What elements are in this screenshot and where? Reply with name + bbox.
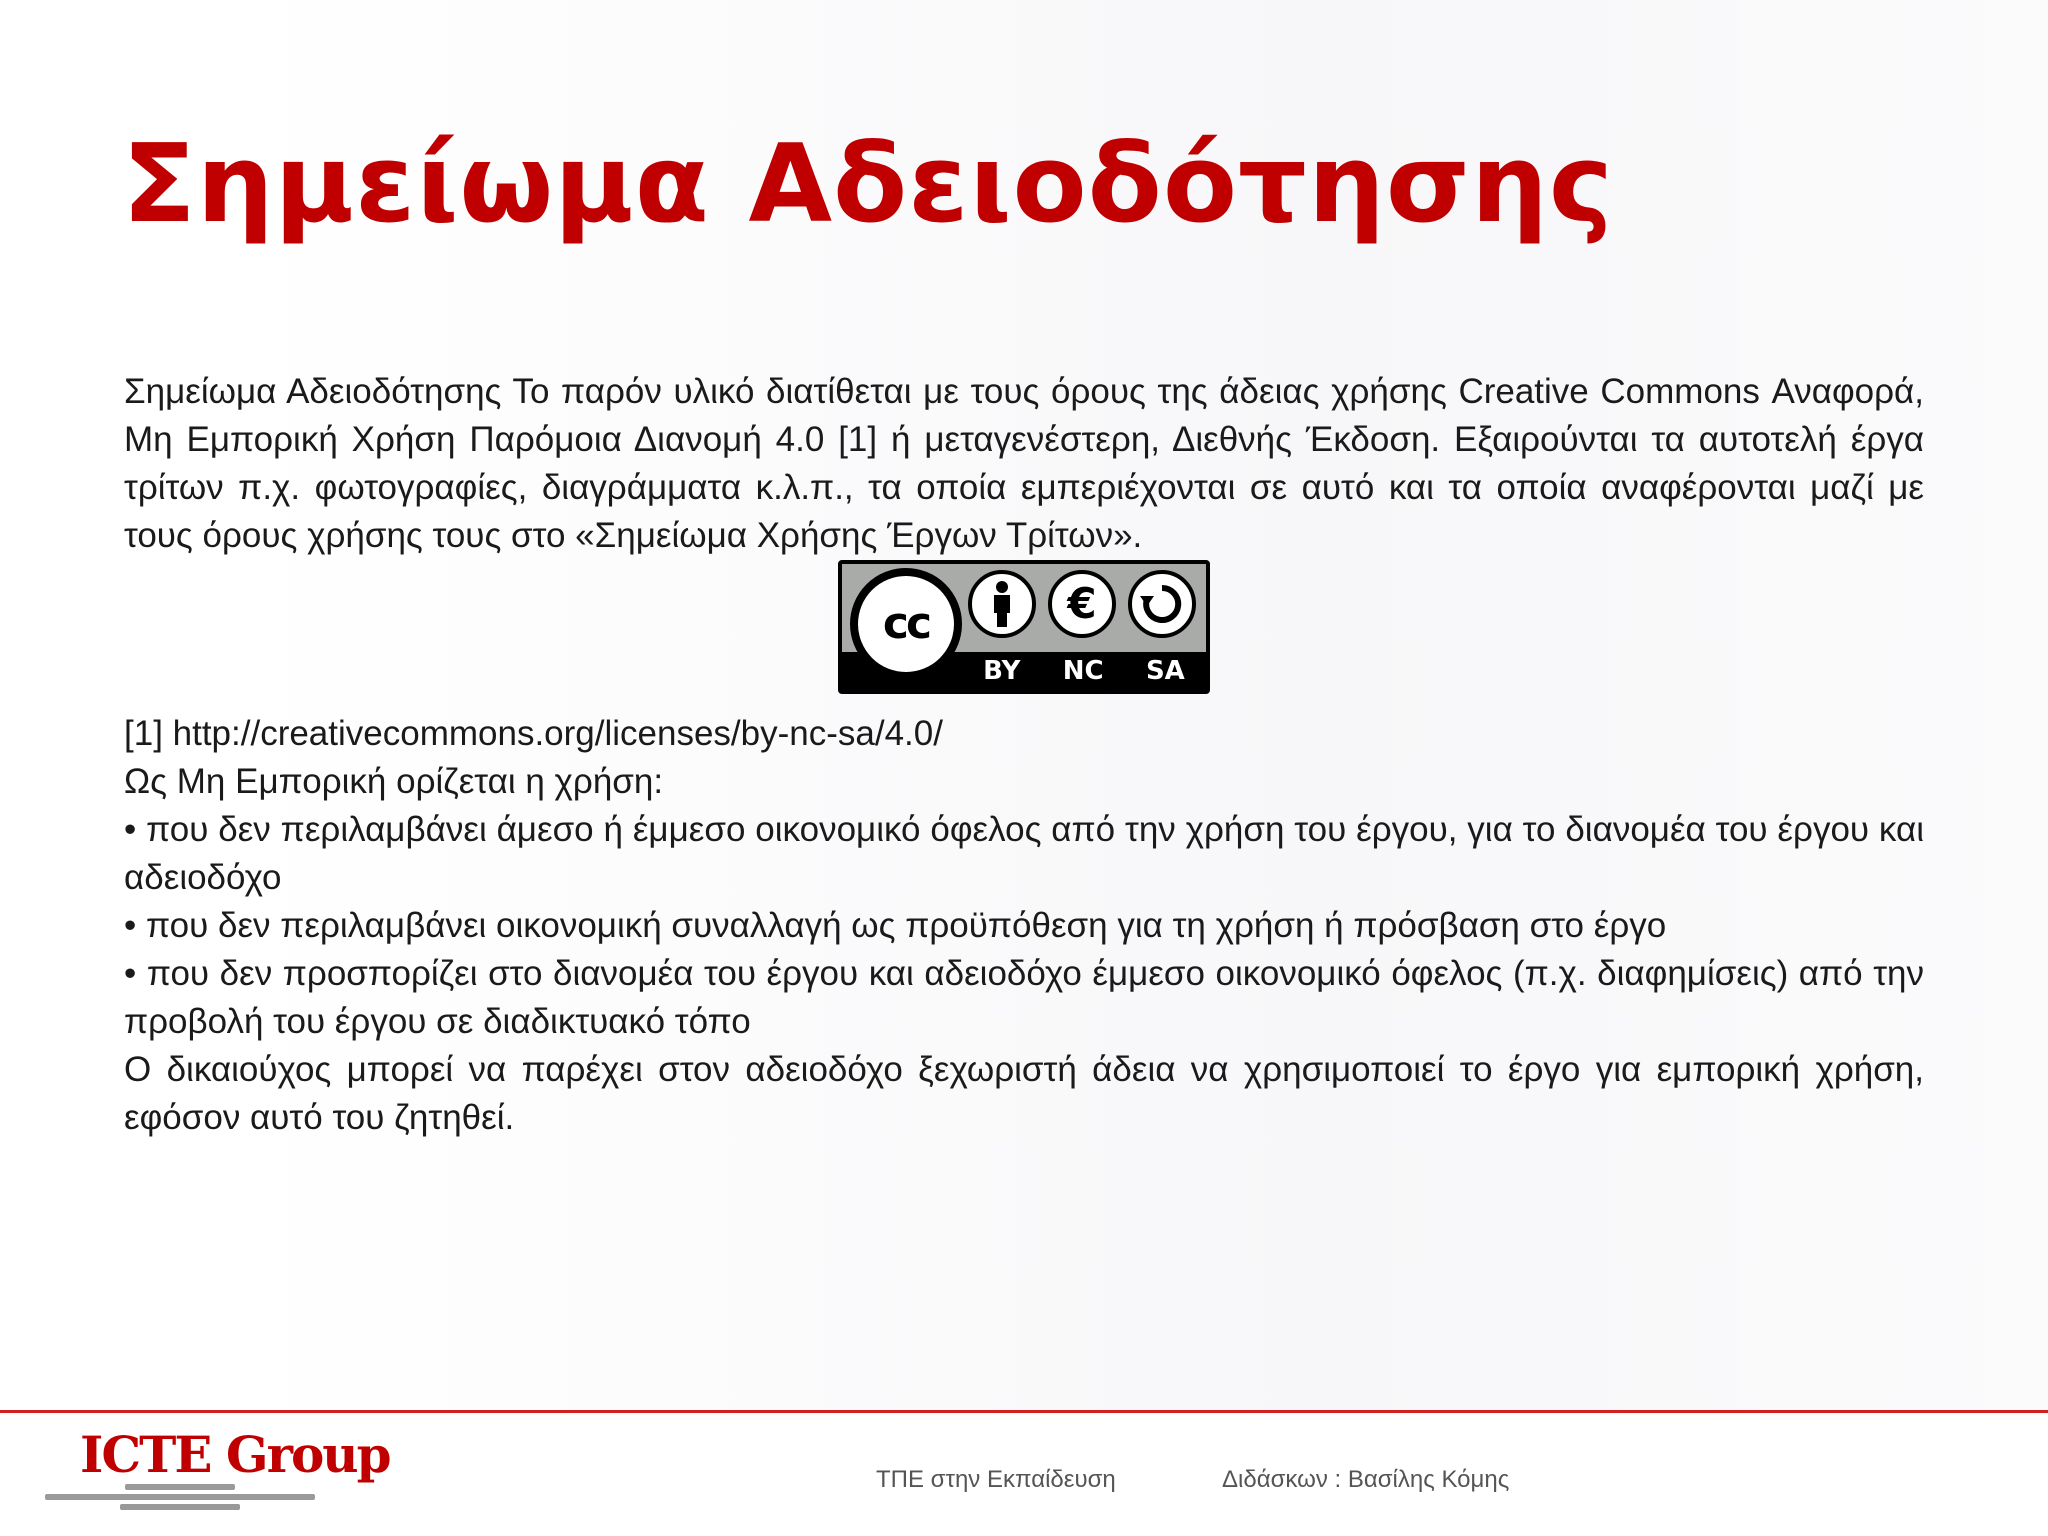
bullet-item: • που δεν περιλαμβάνει οικονομική συναλλαγή ως προϋπόθεση για τη χρήση ή πρόσβαση στο έργο <box>124 906 1667 945</box>
footer-course-name: ΤΠΕ στην Εκπαίδευση <box>876 1466 1116 1493</box>
noncommercial-euro-icon: € <box>1048 570 1116 638</box>
noncommercial-heading: Ως Μη Εμπορική ορίζεται η χρήση: <box>124 762 664 801</box>
license-badge-wrapper <box>124 560 1924 700</box>
badge-label-by: BY <box>983 656 1021 686</box>
badge-labels <box>962 652 1206 690</box>
license-reference-link[interactable]: [1] http://creativecommons.org/licenses/by-nc-sa/4.0/ <box>124 714 943 753</box>
final-paragraph: Ο δικαιούχος μπορεί να παρέχει στον αδειοδόχο ξεχωριστή άδεια να χρησιμοποιεί το έργο για εμπορική χρήση, εφόσον αυτό του ζητηθεί. <box>124 1050 1924 1137</box>
bullet-item: • που δεν προσπορίζει στο διανομέα του έργου και αδειοδόχο έμμεσο οικονομικό όφελος (π.χ. διαφημίσεις) από την προβολή του έργου σε διαδικτυακό τόπο <box>124 954 1924 1041</box>
logo-caption-lines <box>30 1480 330 1514</box>
slide-body <box>124 368 1924 1142</box>
badge-label-sa: SA <box>1145 656 1185 686</box>
logo-wordmark: ICTE Group <box>80 1425 390 1484</box>
sharealike-icon <box>1128 570 1196 638</box>
license-paragraph: Σημείωμα Αδειοδότησης Το παρόν υλικό διατίθεται με τους όρους της άδειας χρήσης Creative Commons Αναφορά, Μη Εμπορική Χρήση Παρόμοια Διανομή 4.0 [1] ή μεταγενέστερη, Διεθνής Έκδοση. Εξαιρούνται τα αυτοτελή έργα τρίτων π.χ. φωτογραφίες, διαγράμματα κ.λ.π., τα οποία εμπεριέχονται σε αυτό και τα οποία αναφέρονται μαζί με τους όρους χρήσης τους στο «Σημείωμα Χρήσης Έργων Τρίτων». <box>124 372 1924 555</box>
footer-teacher-name: Διδάσκων : Βασίλης Κόμης <box>1222 1466 1510 1493</box>
footer-divider <box>0 1410 2048 1413</box>
cc-icon: cc <box>850 568 962 680</box>
bullet-item: • που δεν περιλαμβάνει άμεσο ή έμμεσο οικονομικό όφελος από την χρήση του έργου, για το διανομέα του έργου και αδειοδόχο <box>124 810 1924 897</box>
attribution-icon <box>968 570 1036 638</box>
slide-title: Σημείωμα Αδειοδότησης <box>122 122 1614 247</box>
cc-by-nc-sa-badge <box>838 560 1210 694</box>
badge-label-nc: NC <box>1062 656 1104 686</box>
